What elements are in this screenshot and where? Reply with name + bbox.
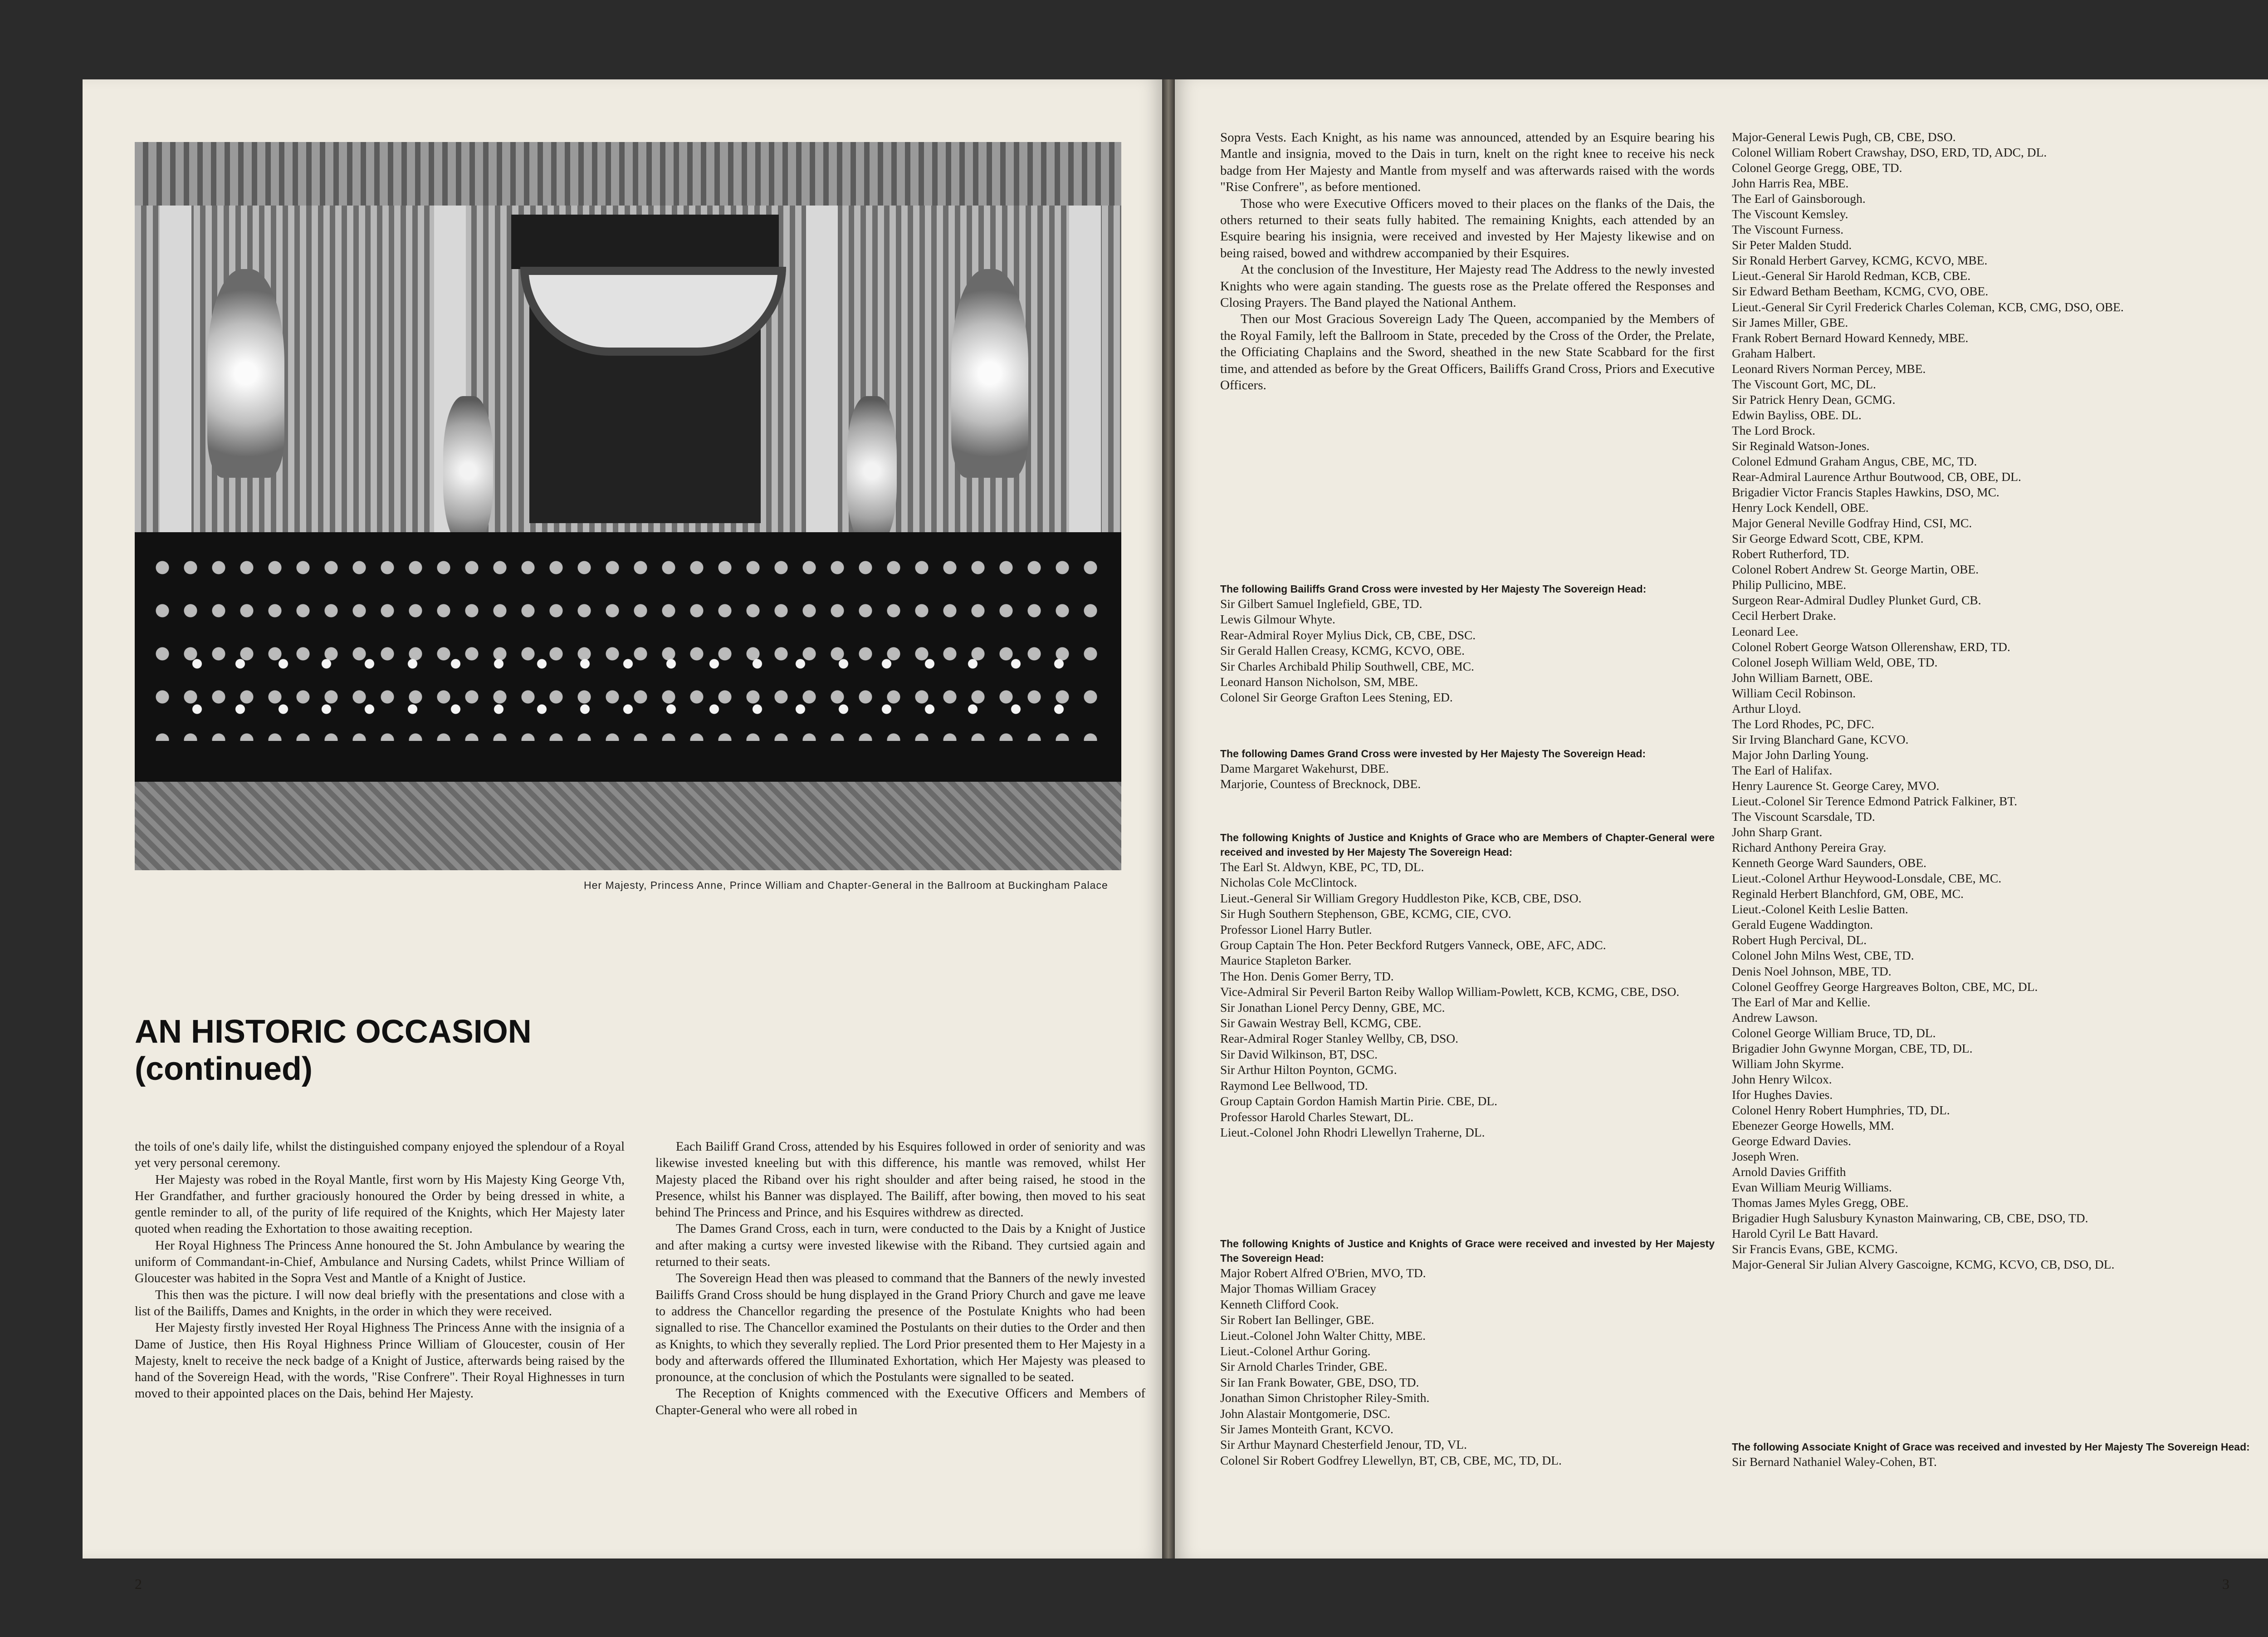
name-entry: Sir Edward Betham Beetham, KCMG, CVO, OBE. xyxy=(1732,284,1989,299)
paragraph: This then was the picture. I will now deal briefly with the presentations and close with a list of the Bailiffs, Dames and Knights, in the order in which they were received. xyxy=(135,1288,625,1318)
name-entry: Sir James Monteith Grant, KCVO. xyxy=(1220,1422,1393,1436)
name-entry: Robert Hugh Percival, DL. xyxy=(1732,933,1867,947)
name-entry: Colonel Sir Robert Godfrey Llewellyn, BT, CB, CBE, MC, TD, DL. xyxy=(1220,1453,1562,1467)
ballroom-photograph xyxy=(135,142,1121,870)
name-entry: Lieut.-Colonel Arthur Heywood-Lonsdale, CBE, MC. xyxy=(1732,871,2002,886)
name-entry: The Hon. Denis Gomer Berry, TD. xyxy=(1220,969,1394,983)
name-entry: Rear-Admiral Royer Mylius Dick, CB, CBE, DSC. xyxy=(1220,627,1476,642)
name-entry: Sir Ronald Herbert Garvey, KCMG, KCVO, MBE. xyxy=(1732,253,1988,268)
name-entry: Sir Robert Ian Bellinger, GBE. xyxy=(1220,1313,1374,1327)
name-entry: Kenneth George Ward Saunders, OBE. xyxy=(1732,856,1927,870)
name-entry: William Cecil Robinson. xyxy=(1732,686,1856,700)
right-text-column-2 xyxy=(1732,129,2263,1272)
name-entry: William John Skyrme. xyxy=(1732,1056,1844,1071)
name-entry: Jonathan Simon Christopher Riley-Smith. xyxy=(1220,1391,1430,1405)
name-entry: Lewis Gilmour Whyte. xyxy=(1220,612,1335,627)
name-entry: Ebenezer George Howells, MM. xyxy=(1732,1118,1894,1132)
name-entry: Group Captain Gordon Hamish Martin Pirie. CBE, DL. xyxy=(1220,1094,1498,1108)
name-entry: Sir James Miller, GBE. xyxy=(1732,315,1848,329)
paragraph: Her Majesty firstly invested Her Royal Highness The Princess Anne with the insignia of a Dame of Justice, then His Royal Highness Prince William of Gloucester, cousin of Her Majesty, knelt to receive the neck badge of a Knight of Justice, afterwards being raised by the hand of the Sovereign Head, with the words, "Rise Confrere". Their Royal Highnesses in turn moved to their appointed places on the Dais, behind Her Majesty. xyxy=(135,1321,625,1401)
name-list xyxy=(1220,1265,1715,1468)
name-entry: Philip Pullicino, MBE. xyxy=(1732,578,1847,592)
name-entry: Rear-Admiral Roger Stanley Wellby, CB, DSO. xyxy=(1220,1031,1459,1046)
name-entry: The Earl of Mar and Kellie. xyxy=(1732,995,1871,1009)
name-entry: Sir Francis Evans, GBE, KCMG. xyxy=(1732,1242,1898,1256)
name-entry: The Viscount Scarsdale, TD. xyxy=(1732,809,1875,824)
name-entry: The Viscount Kemsley. xyxy=(1732,207,1848,221)
name-entry: Henry Laurence St. George Carey, MVO. xyxy=(1732,778,1940,793)
name-entry: Richard Anthony Pereira Gray. xyxy=(1732,840,1887,855)
name-entry: John William Barnett, OBE. xyxy=(1732,670,1873,685)
knights-of-justice-and-grace-list xyxy=(1220,1236,1715,1468)
name-entry: Kenneth Clifford Cook. xyxy=(1220,1297,1339,1311)
name-entry: Major General Neville Godfray Hind, CSI, MC. xyxy=(1732,516,1972,530)
name-entry: Colonel Joseph William Weld, OBE, TD. xyxy=(1732,655,1938,669)
name-entry: Sir Charles Archibald Philip Southwell, CBE, MC. xyxy=(1220,659,1474,673)
name-entry: The Earl of Halifax. xyxy=(1732,763,1833,777)
name-entry: Leonard Lee. xyxy=(1732,624,1799,638)
name-entry: The Lord Rhodes, PC, DFC. xyxy=(1732,716,1874,731)
name-entry: The Earl St. Aldwyn, KBE, PC, TD, DL. xyxy=(1220,860,1424,874)
name-entry: Robert Rutherford, TD. xyxy=(1732,547,1850,561)
name-entry: John Henry Wilcox. xyxy=(1732,1072,1832,1086)
name-entry: Dame Margaret Wakehurst, DBE. xyxy=(1220,761,1389,775)
name-entry: Raymond Lee Bellwood, TD. xyxy=(1220,1078,1368,1093)
name-entry: Vice-Admiral Sir Peveril Barton Reiby Wallop William-Powlett, KCB, KCMG, CBE, DSO. xyxy=(1220,985,1680,999)
magazine-spine xyxy=(1162,79,1175,1559)
headline-line-2: (continued) xyxy=(135,1051,313,1087)
name-entry: Sir Bernard Nathaniel Waley-Cohen, BT. xyxy=(1732,1455,1937,1469)
name-entry: Lieut.-General Sir Cyril Frederick Charles Coleman, KCB, CMG, DSO, OBE. xyxy=(1732,299,2124,314)
name-entry: Joseph Wren. xyxy=(1732,1149,1799,1164)
paragraph: Her Royal Highness The Princess Anne honoured the St. John Ambulance by wearing the uniform of Commandant-in-Chief, Ambulance and Nursing Cadets, whilst Prince William of Gloucester was habited in the Sopra Vest and Mantle of a Knight of Justice. xyxy=(135,1238,625,1286)
name-entry: Brigadier Hugh Salusbury Kynaston Mainwaring, CB, CBE, DSO, TD. xyxy=(1732,1211,2088,1225)
name-entry: Lieut.-General Sir Harold Redman, KCB, CBE. xyxy=(1732,269,1971,283)
name-entry: Nicholas Cole McClintock. xyxy=(1220,875,1357,890)
article-headline xyxy=(135,1013,679,1088)
name-entry: Sir Arnold Charles Trinder, GBE. xyxy=(1220,1359,1388,1374)
dames-grand-cross-list xyxy=(1220,746,1715,792)
name-entry: Leonard Rivers Norman Percey, MBE. xyxy=(1732,361,1926,376)
name-entry: Professor Lionel Harry Butler. xyxy=(1220,922,1372,936)
name-entry: Maurice Stapleton Barker. xyxy=(1220,953,1352,968)
name-entry: Evan William Meurig Williams. xyxy=(1732,1180,1892,1195)
paragraph: Those who were Executive Officers moved to their places on the flanks of the Dais, the others returned to their seats fully habited. The remaining Knights, each attended by an Esquire bearing his insignia, were received and invested by Her Majesty likewise and on being raised, bowed and withdrew accompanied by their Esquires. xyxy=(1220,196,1715,260)
name-entry: Sir Patrick Henry Dean, GCMG. xyxy=(1732,392,1896,407)
name-entry: Graham Halbert. xyxy=(1732,346,1816,360)
name-entry: The Viscount Furness. xyxy=(1732,222,1844,237)
name-entry: Lieut.-Colonel John Walter Chitty, MBE. xyxy=(1220,1328,1426,1343)
name-entry: John Sharp Grant. xyxy=(1732,825,1823,839)
paragraph: the toils of one's daily life, whilst the distinguished company enjoyed the splendour of a Royal yet very personal ceremony. xyxy=(135,1140,625,1171)
name-entry: Major-General Sir Julian Alvery Gascoigne, KCMG, KCVO, CB, DSO, DL. xyxy=(1732,1257,2115,1272)
name-list xyxy=(1220,596,1715,706)
name-entry: Sir Irving Blanchard Gane, KCVO. xyxy=(1732,732,1909,746)
name-list xyxy=(1220,761,1715,792)
paragraph: Each Bailiff Grand Cross, attended by his Esquires followed in order of seniority and was likewise invested kneeling but with this difference, his mantle was removed, whilst Her Majesty placed the Riband over his right shoulder and after being raised, he stood in the Presence, whilst his Banner was displayed. The Bailiff, after bowing, then moved to his seat behind The Princess and Prince, and his Esquires withdrew as directed. xyxy=(655,1140,1145,1220)
left-text-column-1 xyxy=(135,1139,625,1402)
name-entry: Sir Hugh Southern Stephenson, GBE, KCMG, CIE, CVO. xyxy=(1220,907,1511,921)
name-entry: Sir Gilbert Samuel Inglefield, GBE, TD. xyxy=(1220,597,1422,611)
name-entry: Colonel George Gregg, OBE, TD. xyxy=(1732,161,1902,175)
name-entry: Sir David Wilkinson, BT, DSC. xyxy=(1220,1047,1378,1061)
left-page xyxy=(83,79,1162,1592)
right-text-column-1 xyxy=(1220,129,1715,394)
name-entry: Colonel Robert George Watson Ollerenshaw, ERD, TD. xyxy=(1732,639,2010,654)
chapter-general-knights-list xyxy=(1220,830,1715,1140)
name-entry: Surgeon Rear-Admiral Dudley Plunket Gurd, CB. xyxy=(1732,593,1981,608)
headline-line-1: AN HISTORIC OCCASION xyxy=(135,1014,532,1050)
photo-caption: Her Majesty, Princess Anne, Prince William and Chapter-General in the Ballroom at Buckingham Palace xyxy=(584,879,1108,891)
name-entry: Professor Harold Charles Stewart, DL. xyxy=(1220,1109,1414,1124)
name-entry: Gerald Eugene Waddington. xyxy=(1732,917,1873,932)
name-entry: Brigadier Victor Francis Staples Hawkins, DSO, MC. xyxy=(1732,485,1999,500)
name-entry: Harold Cyril Le Batt Havard. xyxy=(1732,1226,1879,1241)
name-entry: Colonel Robert Andrew St. George Martin, OBE. xyxy=(1732,562,1979,577)
page-number-right: 3 xyxy=(2222,1576,2229,1592)
name-entry: Leonard Hanson Nicholson, SM, MBE. xyxy=(1220,675,1418,689)
list-heading: The following Associate Knight of Grace was received and invested by Her Majesty The Sovereign Head: xyxy=(1732,1441,2250,1453)
name-entry: Colonel Henry Robert Humphries, TD, DL. xyxy=(1732,1103,1950,1117)
name-entry: Lieut.-Colonel Arthur Goring. xyxy=(1220,1344,1371,1358)
name-entry: Lieut.-Colonel Sir Terence Edmond Patrick Falkiner, BT. xyxy=(1732,794,2018,809)
name-entry: John Alastair Montgomerie, DSC. xyxy=(1220,1406,1391,1421)
right-page xyxy=(1175,79,2268,1592)
name-entry: Major-General Lewis Pugh, CB, CBE, DSO. xyxy=(1732,130,1956,144)
paragraph: Sopra Vests. Each Knight, as his name was announced, attended by an Esquire bearing his Mantle and insignia, moved to the Dais in turn, knelt on the right knee to receive his neck badge from Her Majesty and Mantle from myself and was afterwards raised with the words "Rise Confrere", as before mentioned. xyxy=(1220,130,1715,195)
name-entry: Colonel Edmund Graham Angus, CBE, MC, TD. xyxy=(1732,454,1977,468)
name-list xyxy=(1220,859,1715,1140)
name-entry: Marjorie, Countess of Brecknock, DBE. xyxy=(1220,777,1421,791)
name-entry: The Lord Brock. xyxy=(1732,423,1816,437)
name-entry: Frank Robert Bernard Howard Kennedy, MBE. xyxy=(1732,330,1969,345)
name-entry: Colonel Sir George Grafton Lees Stening, ED. xyxy=(1220,690,1453,705)
list-heading: The following Knights of Justice and Knights of Grace were received and invested by Her Majesty The Sovereign Head: xyxy=(1220,1238,1715,1264)
name-entry: Sir Arthur Hilton Poynton, GCMG. xyxy=(1220,1063,1397,1077)
name-entry: Sir Peter Malden Studd. xyxy=(1732,238,1852,252)
name-entry: John Harris Rea, MBE. xyxy=(1732,176,1849,191)
name-list xyxy=(1732,1454,2258,1470)
paragraph: Her Majesty was robed in the Royal Mantle, first worn by His Majesty King George Vth, Her Grandfather, and further graciously honoured the Order by being dressed in white, a gentle reminder to all, of the purity of life required of the Knights, which Her Majesty later quoted when reading the Exhortation to those awaiting reception. xyxy=(135,1172,625,1236)
name-entry: Sir Arthur Maynard Chesterfield Jenour, TD, VL. xyxy=(1220,1437,1467,1452)
name-entry: Sir Gawain Westray Bell, KCMG, CBE. xyxy=(1220,1016,1422,1030)
name-entry: Lieut.-General Sir William Gregory Huddleston Pike, KCB, CBE, DSO. xyxy=(1220,891,1582,905)
paragraph: The Reception of Knights commenced with the Executive Officers and Members of Chapter-General who were all robed in xyxy=(655,1387,1145,1417)
name-entry: Brigadier John Gwynne Morgan, CBE, TD, DL. xyxy=(1732,1041,1973,1055)
paragraph: The Dames Grand Cross, each in turn, were conducted to the Dais by a Knight of Justice and after making a curtsy were invested likewise with the Riband. They curtsied again and returned to their seats. xyxy=(655,1222,1145,1269)
paragraph: Then our Most Gracious Sovereign Lady The Queen, accompanied by the Members of the Royal Family, left the Ballroom in State, preceded by the Cross of the Order, the Prelate, the Officiating Chaplains and the Sword, sheathed in the new State Scabbard for the first time, and attended as before by the Great Officers, Bailiffs Grand Cross, Priors and Executive Officers. xyxy=(1220,312,1715,393)
name-entry: Colonel John Milns West, CBE, TD. xyxy=(1732,948,1914,963)
page-number-left: 2 xyxy=(135,1576,142,1592)
name-entry: Andrew Lawson. xyxy=(1732,1010,1818,1024)
name-entry: Major John Darling Young. xyxy=(1732,747,1869,762)
list-heading: The following Bailiffs Grand Cross were invested by Her Majesty The Sovereign Head: xyxy=(1220,583,1647,595)
name-entry: Thomas James Myles Gregg, OBE. xyxy=(1732,1196,1909,1210)
name-entry: Henry Lock Kendell, OBE. xyxy=(1732,500,1869,515)
name-entry: Lieut.-Colonel Keith Leslie Batten. xyxy=(1732,902,1908,917)
associate-knight-list xyxy=(1732,1440,2258,1470)
name-entry: Major Robert Alfred O'Brien, MVO, TD. xyxy=(1220,1266,1426,1280)
list-heading: The following Knights of Justice and Knights of Grace who are Members of Chapter-General were received and invested by Her Majesty The Sovereign Head: xyxy=(1220,832,1715,858)
name-entry: Denis Noel Johnson, MBE, TD. xyxy=(1732,964,1892,978)
name-entry: Colonel George William Bruce, TD, DL. xyxy=(1732,1025,1936,1040)
name-entry: Reginald Herbert Blanchford, GM, OBE, MC. xyxy=(1732,887,1964,901)
name-entry: Colonel Geoffrey George Hargreaves Bolton, CBE, MC, DL. xyxy=(1732,979,2038,994)
name-entry: Sir Gerald Hallen Creasy, KCMG, KCVO, OBE. xyxy=(1220,643,1465,658)
left-text-column-2 xyxy=(655,1139,1145,1419)
name-entry: Arnold Davies Griffith xyxy=(1732,1165,1846,1179)
name-entry: Sir Ian Frank Bowater, GBE, DSO, TD. xyxy=(1220,1375,1419,1389)
name-entry: Ifor Hughes Davies. xyxy=(1732,1087,1833,1102)
name-entry: Arthur Lloyd. xyxy=(1732,701,1801,716)
name-entry: Lieut.-Colonel John Rhodri Llewellyn Traherne, DL. xyxy=(1220,1125,1485,1139)
paragraph: At the conclusion of the Investiture, Her Majesty read The Address to the newly invested Knights who were again standing. The guests rose as the Prelate offered the Responses and Closing Prayers. The Band played the National Anthem. xyxy=(1220,262,1715,310)
name-entry: Colonel William Robert Crawshay, DSO, ERD, TD, ADC, DL. xyxy=(1732,145,2047,160)
name-entry: Rear-Admiral Laurence Arthur Boutwood, CB, OBE, DL. xyxy=(1732,470,2021,484)
name-entry: George Edward Davies. xyxy=(1732,1134,1851,1148)
name-entry: Sir Reginald Watson-Jones. xyxy=(1732,438,1870,453)
name-entry: Major Thomas William Gracey xyxy=(1220,1281,1376,1296)
list-heading: The following Dames Grand Cross were invested by Her Majesty The Sovereign Head: xyxy=(1220,748,1646,760)
name-entry: Sir George Edward Scott, CBE, KPM. xyxy=(1732,531,1924,546)
name-entry: The Viscount Gort, MC, DL. xyxy=(1732,377,1876,391)
name-entry: Cecil Herbert Drake. xyxy=(1732,608,1836,623)
name-entry: Group Captain The Hon. Peter Beckford Rutgers Vanneck, OBE, AFC, ADC. xyxy=(1220,938,1606,952)
paragraph: The Sovereign Head then was pleased to command that the Banners of the newly invested Bailiffs Grand Cross should be hung displayed in the Grand Priory Church and gave me leave to address the Chancellor regarding the presence of the Postulate Knights who had been signalled to rise. The Chancellor examined the Postulants on their duties to the Order and then as Knights, to which they severally replied. The Lord Prior presented them to Her Majesty in a body and afterwards offered the Illuminated Exhortation, which Her Majesty was pleased to pronounce, at the conclusion of which the Postulants were signalled to be seated. xyxy=(655,1271,1145,1385)
name-entry: The Earl of Gainsborough. xyxy=(1732,191,1866,206)
bailiffs-grand-cross-list xyxy=(1220,582,1715,706)
name-entry: Edwin Bayliss, OBE. DL. xyxy=(1732,407,1862,422)
name-entry: Sir Jonathan Lionel Percy Denny, GBE, MC. xyxy=(1220,1000,1445,1015)
